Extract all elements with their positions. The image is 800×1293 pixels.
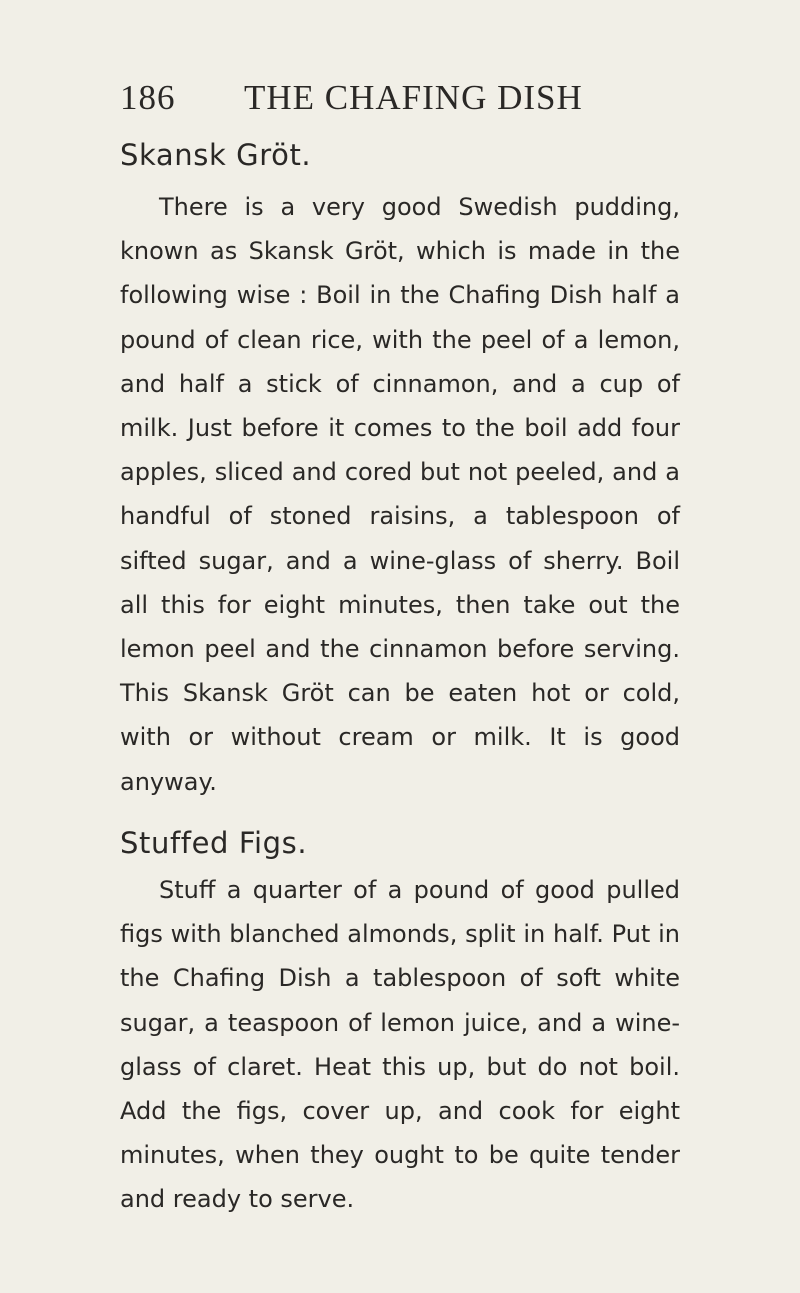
running-header bbox=[120, 78, 583, 118]
recipe-title-skansk-grot: Skansk Gröt. bbox=[120, 138, 312, 172]
running-title: THE CHAFING DISH bbox=[244, 78, 583, 117]
recipe-text-skansk-grot: There is a very good Swedish pudding, known as Skansk Gröt, which is made in the following wise : Boil in the Chafing Dish half a pound of clean rice, with the peel of a lemon, and half a stick of cinnamon, and a cup of milk. Just before it comes to the boil add four apples, sliced and cored but not peeled, and a handful of stoned raisins, a tablespoon of sifted sugar, and a wine-glass of sherry. Boil all this for eight minutes, then take out the lemon peel and the cinnamon before serving. This Skansk Gröt can be eaten hot or cold, with or without cream or milk. It is good anyway. bbox=[120, 193, 680, 796]
recipe-title-stuffed-figs: Stuffed Figs. bbox=[120, 826, 308, 860]
page-number: 186 bbox=[120, 78, 176, 117]
recipe-text-stuffed-figs: Stuff a quarter of a pound of good pulled figs with blanched almonds, split in half. Put in the Chafing Dish a tablespoon of soft white sugar, a teaspoon of lemon juice, and a wine-glass of claret. Heat this up, but do not boil. Add the figs, cover up, and cook for eight minutes, when they ought to be quite tender and ready to serve. bbox=[120, 876, 680, 1214]
